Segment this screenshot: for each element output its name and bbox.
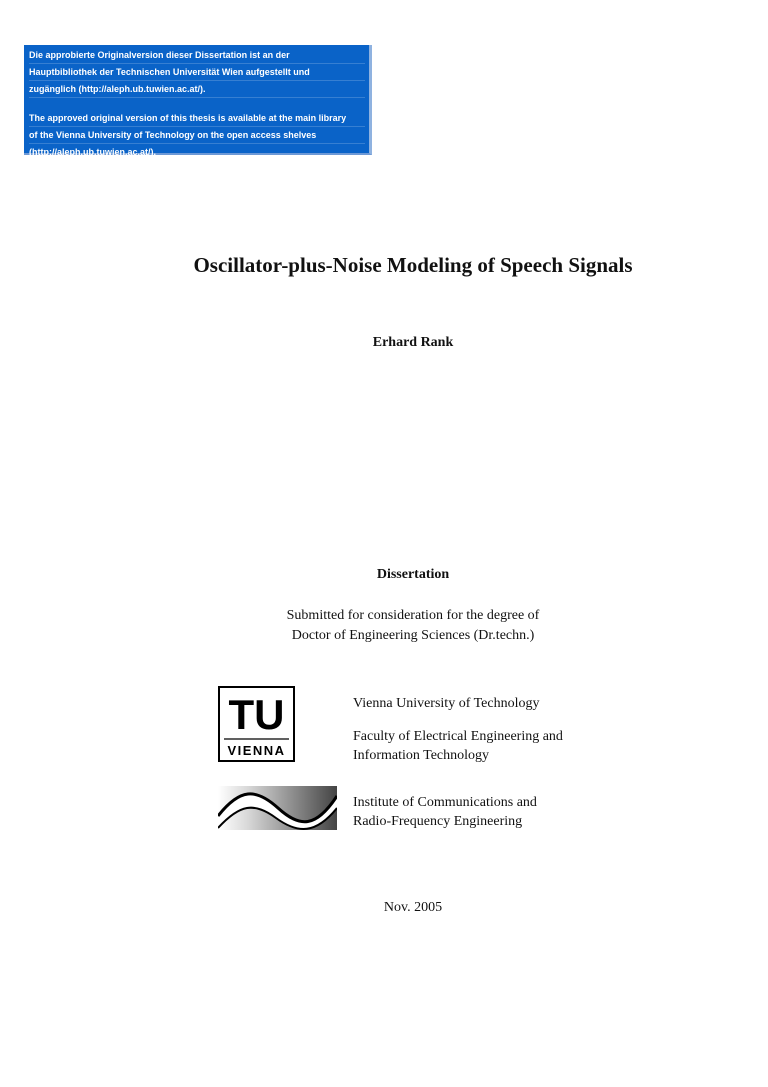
library-notice-box [24,45,372,155]
degree-line-1: Submitted for consideration for the degree of [286,608,540,623]
notice-de-line-1: Die approbierte Originalversion dieser Dissertation ist an der [29,47,365,64]
notice-en-line-3: (http://aleph.ub.tuwien.ac.at/). [29,144,365,161]
degree-line-2: Doctor of Engineering Sciences (Dr.techn.) [291,628,535,643]
faculty-line-1: Faculty of Electrical Engineering and [353,729,563,744]
notice-en-line-1: The approved original version of this thesis is available at the main library [29,110,365,127]
submission-date: Nov. 2005 [383,900,443,915]
institute-wave-logo [218,786,337,830]
tu-vienna-logo [218,686,295,762]
thesis-title: Oscillator-plus-Noise Modeling of Speech Signals [193,253,633,277]
institute-line-2: Radio-Frequency Engineering [353,814,523,829]
notice-de-line-3: zugänglich (http://aleph.ub.tuwien.ac.at/). [29,81,365,98]
notice-en-line-2: of the Vienna University of Technology on the open access shelves [29,127,365,144]
university-name: Vienna University of Technology [353,696,540,711]
affiliation-university [353,694,540,713]
author-name: Erhard Rank [372,335,454,350]
affiliation-faculty [353,727,563,765]
affiliation-institute [353,793,537,831]
tu-logo-letters: TU [228,691,285,738]
notice-de-line-2: Hauptbibliothek der Technischen Universität Wien aufgestellt und [29,64,365,81]
degree-statement [0,606,768,646]
document-type: Dissertation [376,567,450,582]
institute-line-1: Institute of Communications and [353,795,537,810]
tu-logo-subtitle: VIENNA [227,743,286,758]
faculty-line-2: Information Technology [353,748,490,763]
